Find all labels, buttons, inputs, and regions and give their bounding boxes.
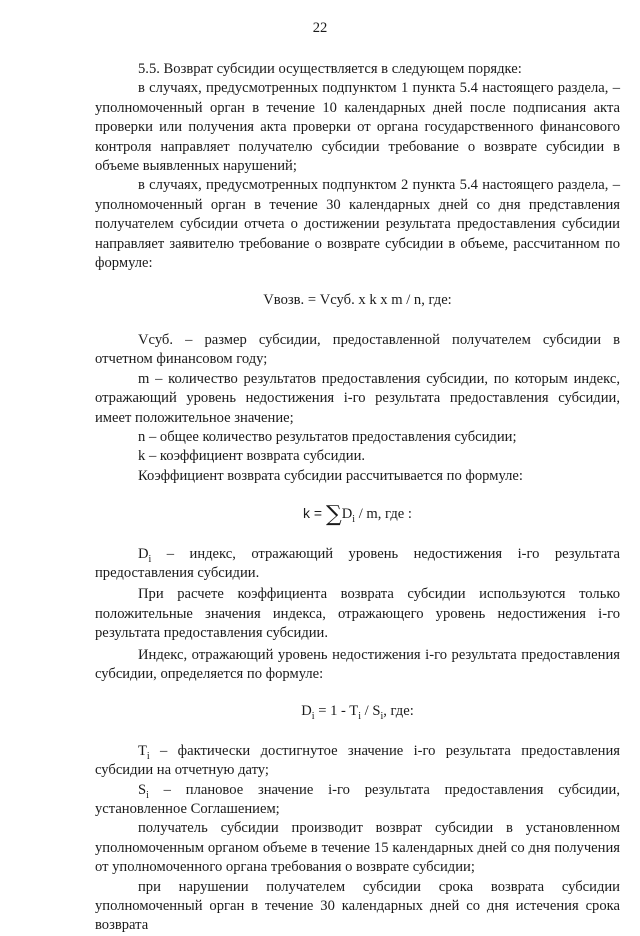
formula-return-volume: Vвозв. = Vсуб. x k x m / n, где:: [263, 292, 452, 309]
paragraph-index-formula-intro: Индекс, отражающий уровень недостижения i-го результата предоставления субсидии, определяется по формуле:: [95, 646, 620, 682]
definition-k: k – коэффициент возврата субсидии.: [138, 448, 366, 465]
paragraph-case-1: в случаях, предусмотренных подпунктом 1 пункта 5.4 настоящего раздела, – уполномоченный орган в течение 10 календарных дней после подписания акта проверки или получения акта проверки от органа государственного финансового контроля направляет получателю субсидии требование о возврате субсидии в объеме выявленных нарушений;: [95, 80, 620, 175]
paragraph-case-2: в случаях, предусмотренных подпунктом 2 пункта 5.4 настоящего раздела, – уполномоченный орган в течение 30 календарных дней со дня представления получателем субсидии отчета о достижении результата предоставления субсидии направляет заявителю требование о возврате субсидии в объеме, рассчитанном по формуле:: [95, 177, 620, 272]
definition-m: m – количество результатов предоставления субсидии, по которым индекс, отражающий уровень недостижения i-го результата предоставления субсидии, имеет положительное значение;: [95, 370, 620, 426]
definition-vsub: Vсуб. – размер субсидии, предоставленной получателем субсидии в отчетном финансовом году;: [95, 331, 620, 368]
paragraph-violation: при нарушении получателем субсидии срока возврата субсидии уполномоченный орган в течение 30 календарных дней со дня истечения срока возврата: [95, 878, 620, 934]
document-body: [95, 60, 620, 936]
paragraph-return-deadline: получатель субсидии производит возврат субсидии в установленном уполномоченным органом объеме в течение 15 календарных дней со дня получения от уполномоченного органа требования о возврате субсидии;: [95, 820, 620, 876]
definition-ti: $T_i$ – фактически достигнутое значение i-го результата предоставления субсидии на отчетную дату;: [95, 742, 620, 779]
definition-si: $S_i$ – плановое значение i-го результата предоставления субсидии, установленное Соглашением;: [95, 781, 620, 817]
formula-coefficient: $k = \sum D_i / m$, где :: [303, 502, 412, 528]
paragraph-coefficient-formula-intro: Коэффициент возврата субсидии рассчитывается по формуле:: [138, 467, 523, 484]
paragraph-5-5: 5.5. Возврат субсидии осуществляется в следующем порядке:: [138, 61, 522, 77]
formula-index: $D_i = 1 - T_i / S_i$, где:: [301, 703, 414, 723]
sum-symbol: ∑: [326, 502, 342, 528]
definition-n: n – общее количество результатов предоставления субсидии;: [138, 428, 517, 445]
page-number: 22: [312, 20, 328, 36]
paragraph-positive-values: При расчете коэффициента возврата субсидии используются только положительные значения индекса, отражающего уровень недостижения i-го результата предоставления субсидии.: [95, 586, 620, 642]
definition-di: $D_i$ – индекс, отражающий уровень недостижения i-го результата предоставления субсидии.: [95, 545, 620, 581]
